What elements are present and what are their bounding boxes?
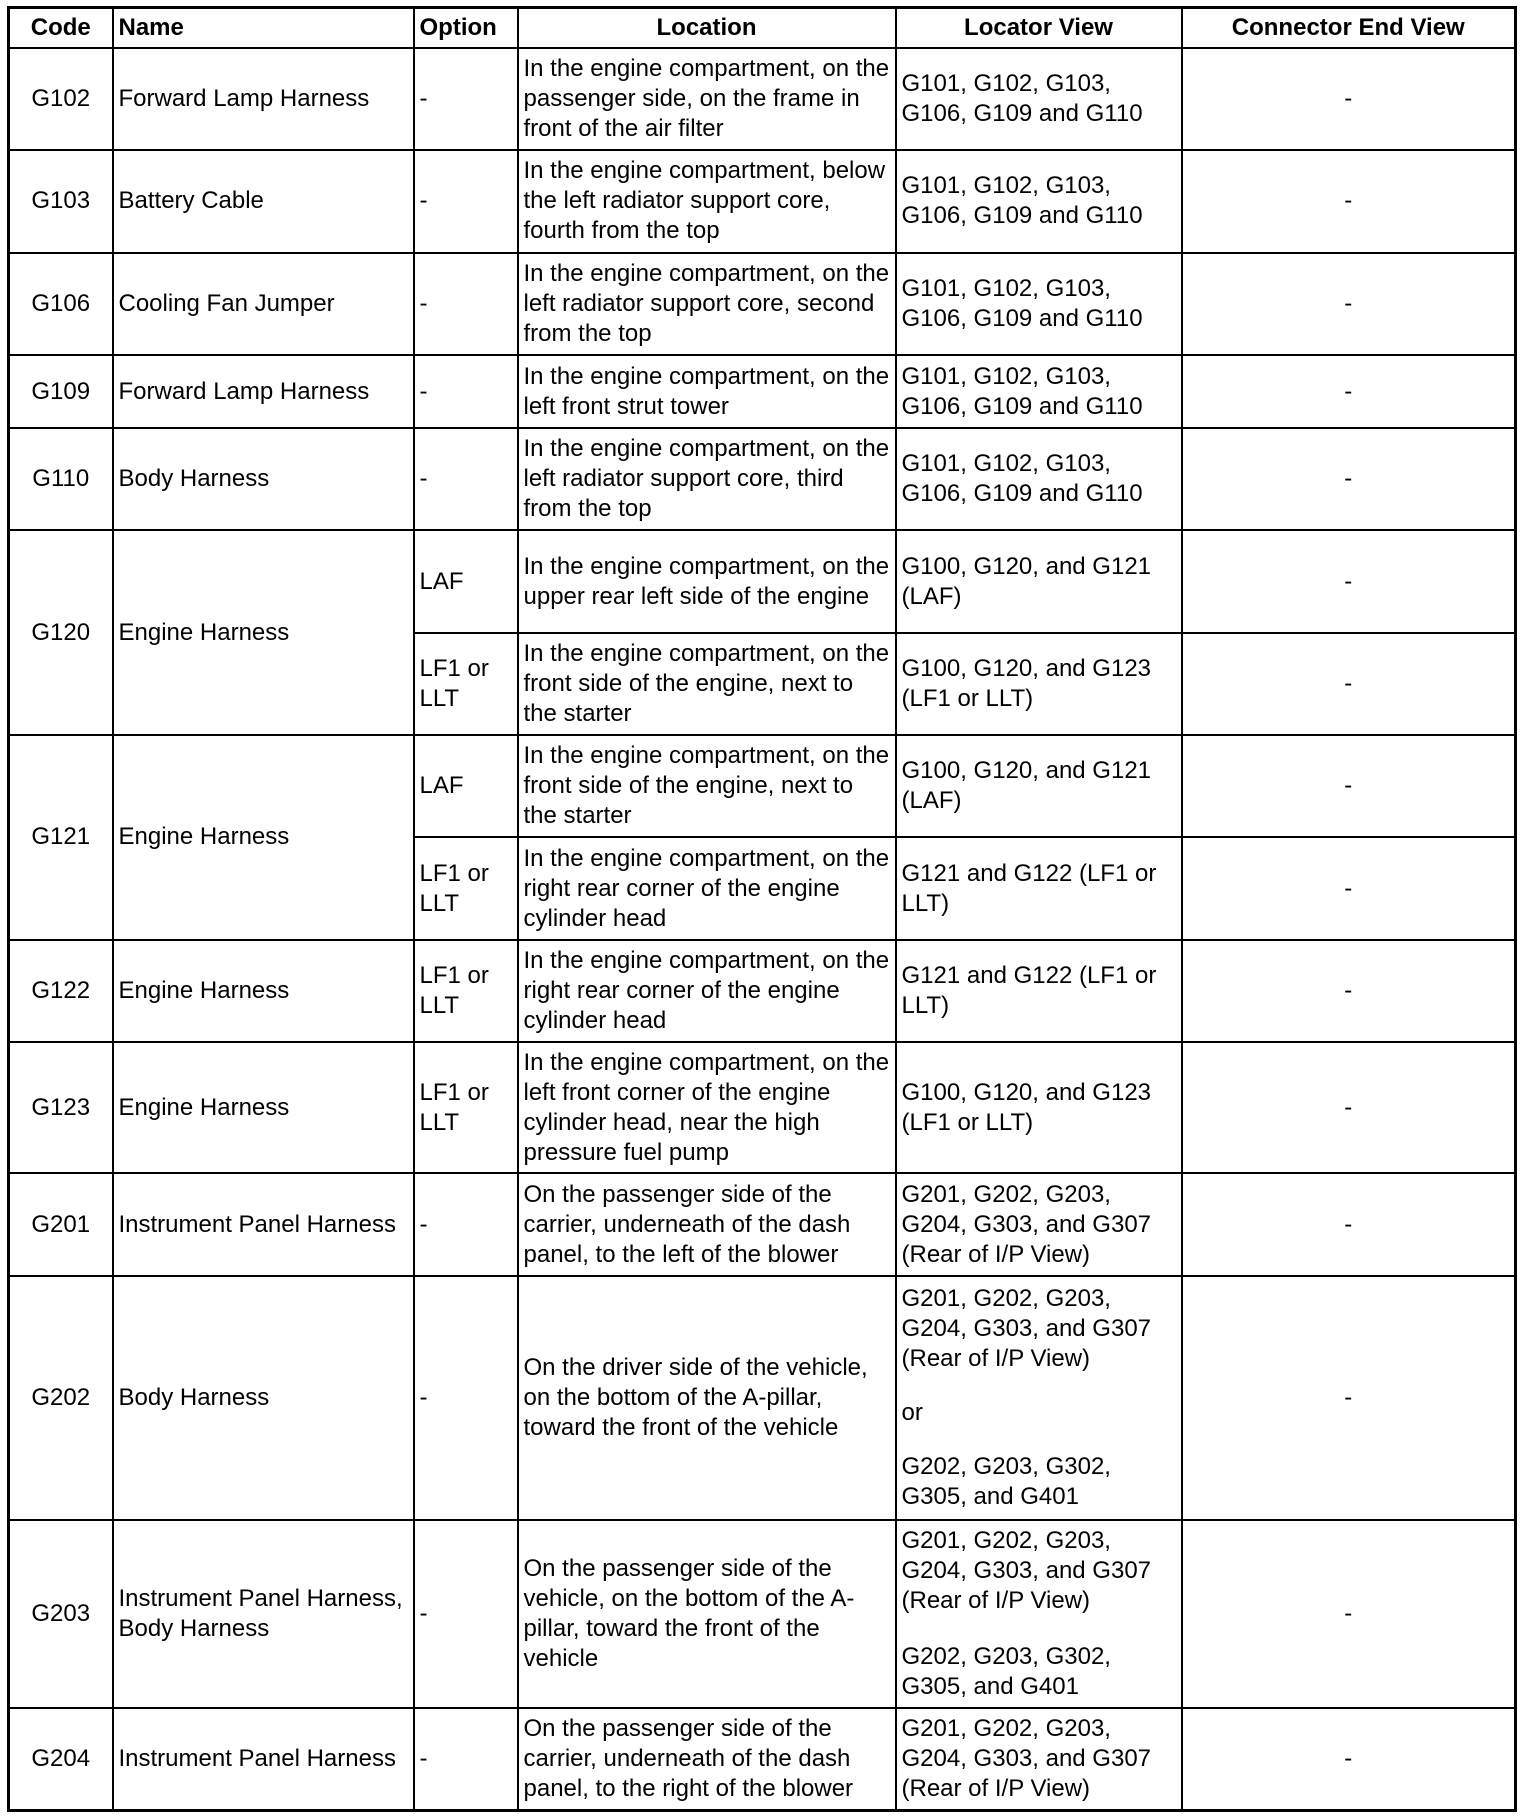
header-locator-view: Locator View bbox=[896, 8, 1182, 49]
option-cell: LF1 or LLT bbox=[414, 837, 518, 939]
table-row bbox=[9, 1042, 1516, 1173]
location-cell: On the passenger side of the vehicle, on the bottom of the A-pillar, toward the front of the vehicle bbox=[518, 1520, 896, 1709]
table-row bbox=[9, 735, 1516, 837]
name-cell: Forward Lamp Harness bbox=[113, 48, 414, 150]
locator-view-cell bbox=[896, 1708, 1182, 1810]
location-cell: In the engine compartment, on the left front corner of the engine cylinder head, near the high pressure fuel pump bbox=[518, 1042, 896, 1173]
locator-view-cell bbox=[896, 940, 1182, 1042]
option-cell: LF1 or LLT bbox=[414, 633, 518, 735]
code-cell: G120 bbox=[9, 530, 113, 735]
locator-view-text: G201, G202, G203, G204, G303, and G307 (Rear of I/P View) bbox=[901, 1180, 1152, 1268]
connector-end-view-cell: - bbox=[1182, 428, 1516, 530]
locator-view-text: G101, G102, G103, G106, G109 and G110 bbox=[901, 450, 1143, 508]
locator-view-cell bbox=[896, 735, 1182, 837]
locator-view-cell bbox=[896, 355, 1182, 428]
location-cell: In the engine compartment, on the left front strut tower bbox=[518, 355, 896, 428]
locator-view-cell bbox=[896, 1042, 1182, 1173]
name-cell: Instrument Panel Harness bbox=[113, 1708, 414, 1810]
option-cell: - bbox=[414, 1520, 518, 1709]
name-cell: Engine Harness bbox=[113, 530, 414, 735]
locator-view-cell bbox=[896, 1276, 1182, 1520]
location-cell: In the engine compartment, on the front side of the engine, next to the starter bbox=[518, 735, 896, 837]
name-cell: Instrument Panel Harness, Body Harness bbox=[113, 1520, 414, 1709]
connector-end-view-cell: - bbox=[1182, 633, 1516, 735]
table-row bbox=[9, 940, 1516, 1042]
header-row bbox=[9, 8, 1516, 49]
location-cell: On the passenger side of the carrier, underneath of the dash panel, to the left of the blower bbox=[518, 1173, 896, 1275]
option-cell: - bbox=[414, 1708, 518, 1810]
locator-view-text: G100, G120, and G123 (LF1 or LLT) bbox=[901, 654, 1152, 712]
name-cell: Battery Cable bbox=[113, 150, 414, 252]
locator-view-text: G100, G120, and G121 (LAF) bbox=[901, 552, 1152, 610]
locator-gap bbox=[902, 1374, 1176, 1398]
locator-view-text: G201, G202, G203, G204, G303, and G307 (Rear of I/P View) bbox=[901, 1526, 1152, 1614]
connector-end-view-cell: - bbox=[1182, 150, 1516, 252]
locator-view-text: G100, G120, and G123 (LF1 or LLT) bbox=[901, 1078, 1152, 1136]
option-cell: - bbox=[414, 1173, 518, 1275]
ground-locations-table bbox=[7, 6, 1517, 1812]
name-cell: Forward Lamp Harness bbox=[113, 355, 414, 428]
code-cell: G106 bbox=[9, 253, 113, 355]
locator-view-text: G100, G120, and G121 (LAF) bbox=[901, 757, 1152, 815]
locator-view-cell bbox=[896, 530, 1182, 632]
locator-gap bbox=[902, 1428, 1176, 1452]
connector-end-view-cell: - bbox=[1182, 253, 1516, 355]
connector-end-view-cell: - bbox=[1182, 1173, 1516, 1275]
code-cell: G109 bbox=[9, 355, 113, 428]
table-row bbox=[9, 530, 1516, 632]
header-code: Code bbox=[9, 8, 113, 49]
table-row bbox=[9, 1173, 1516, 1275]
option-cell: - bbox=[414, 253, 518, 355]
locator-view-text: G101, G102, G103, G106, G109 and G110 bbox=[901, 362, 1143, 420]
connector-end-view-cell: - bbox=[1182, 1520, 1516, 1709]
location-cell: In the engine compartment, on the left radiator support core, second from the top bbox=[518, 253, 896, 355]
code-cell: G103 bbox=[9, 150, 113, 252]
table-row bbox=[9, 1708, 1516, 1810]
location-cell: In the engine compartment, on the right rear corner of the engine cylinder head bbox=[518, 940, 896, 1042]
table-row bbox=[9, 48, 1516, 150]
location-cell: In the engine compartment, on the front side of the engine, next to the starter bbox=[518, 633, 896, 735]
locator-view-text: G202, G203, G302, G305, and G401 bbox=[901, 1452, 1111, 1510]
locator-view-text: G101, G102, G103, G106, G109 and G110 bbox=[901, 274, 1143, 332]
locator-view-cell bbox=[896, 150, 1182, 252]
location-cell: In the engine compartment, below the left radiator support core, fourth from the top bbox=[518, 150, 896, 252]
option-cell: LF1 or LLT bbox=[414, 1042, 518, 1173]
locator-view-text: G101, G102, G103, G106, G109 and G110 bbox=[901, 70, 1143, 128]
header-location: Location bbox=[518, 8, 896, 49]
connector-end-view-cell: - bbox=[1182, 1276, 1516, 1520]
locator-view-cell bbox=[896, 428, 1182, 530]
name-cell: Engine Harness bbox=[113, 735, 414, 940]
name-cell: Cooling Fan Jumper bbox=[113, 253, 414, 355]
connector-end-view-cell: - bbox=[1182, 735, 1516, 837]
table-row bbox=[9, 1276, 1516, 1520]
name-cell: Body Harness bbox=[113, 428, 414, 530]
name-cell: Instrument Panel Harness bbox=[113, 1173, 414, 1275]
option-cell: - bbox=[414, 48, 518, 150]
option-cell: - bbox=[414, 428, 518, 530]
locator-view-text: G101, G102, G103, G106, G109 and G110 bbox=[901, 172, 1143, 230]
connector-end-view-cell: - bbox=[1182, 837, 1516, 939]
option-cell: - bbox=[414, 355, 518, 428]
locator-view-text: G201, G202, G203, G204, G303, and G307 (Rear of I/P View) bbox=[901, 1284, 1152, 1372]
connector-end-view-cell: - bbox=[1182, 1042, 1516, 1173]
connector-end-view-cell: - bbox=[1182, 530, 1516, 632]
code-cell: G202 bbox=[9, 1276, 113, 1520]
location-cell: In the engine compartment, on the right rear corner of the engine cylinder head bbox=[518, 837, 896, 939]
location-cell: On the driver side of the vehicle, on the bottom of the A-pillar, toward the front of the vehicle bbox=[518, 1276, 896, 1520]
locator-view-cell bbox=[896, 837, 1182, 939]
option-cell: LAF bbox=[414, 735, 518, 837]
connector-end-view-cell: - bbox=[1182, 355, 1516, 428]
option-cell: LF1 or LLT bbox=[414, 940, 518, 1042]
name-cell: Body Harness bbox=[113, 1276, 414, 1520]
locator-gap bbox=[902, 1616, 1176, 1642]
option-cell: - bbox=[414, 150, 518, 252]
code-cell: G201 bbox=[9, 1173, 113, 1275]
option-cell: - bbox=[414, 1276, 518, 1520]
code-cell: G121 bbox=[9, 735, 113, 940]
locator-view-cell bbox=[896, 1173, 1182, 1275]
locator-view-text: G121 and G122 (LF1 or LLT) bbox=[901, 961, 1157, 1019]
table-row bbox=[9, 355, 1516, 428]
locator-view-cell bbox=[896, 633, 1182, 735]
table-row bbox=[9, 253, 1516, 355]
table-body bbox=[9, 48, 1516, 1811]
locator-view-text: G202, G203, G302, G305, and G401 bbox=[901, 1642, 1111, 1700]
header-connector-end-view: Connector End View bbox=[1182, 8, 1516, 49]
locator-view-text: G121 and G122 (LF1 or LLT) bbox=[901, 859, 1157, 917]
code-cell: G102 bbox=[9, 48, 113, 150]
location-cell: In the engine compartment, on the passenger side, on the frame in front of the air filter bbox=[518, 48, 896, 150]
code-cell: G110 bbox=[9, 428, 113, 530]
locator-view-text: or bbox=[901, 1398, 923, 1426]
location-cell: In the engine compartment, on the left radiator support core, third from the top bbox=[518, 428, 896, 530]
connector-end-view-cell: - bbox=[1182, 940, 1516, 1042]
name-cell: Engine Harness bbox=[113, 1042, 414, 1173]
locator-view-text: G201, G202, G203, G204, G303, and G307 (Rear of I/P View) bbox=[901, 1715, 1152, 1803]
code-cell: G204 bbox=[9, 1708, 113, 1810]
table-row bbox=[9, 1520, 1516, 1709]
name-cell: Engine Harness bbox=[113, 940, 414, 1042]
header-option: Option bbox=[414, 8, 518, 49]
option-cell: LAF bbox=[414, 530, 518, 632]
code-cell: G123 bbox=[9, 1042, 113, 1173]
connector-end-view-cell: - bbox=[1182, 48, 1516, 150]
connector-end-view-cell: - bbox=[1182, 1708, 1516, 1810]
code-cell: G203 bbox=[9, 1520, 113, 1709]
location-cell: On the passenger side of the carrier, underneath of the dash panel, to the right of the blower bbox=[518, 1708, 896, 1810]
header-name: Name bbox=[113, 8, 414, 49]
locator-view-cell bbox=[896, 253, 1182, 355]
code-cell: G122 bbox=[9, 940, 113, 1042]
table-row bbox=[9, 428, 1516, 530]
locator-view-cell bbox=[896, 1520, 1182, 1709]
locator-view-cell bbox=[896, 48, 1182, 150]
table-row bbox=[9, 150, 1516, 252]
location-cell: In the engine compartment, on the upper rear left side of the engine bbox=[518, 530, 896, 632]
